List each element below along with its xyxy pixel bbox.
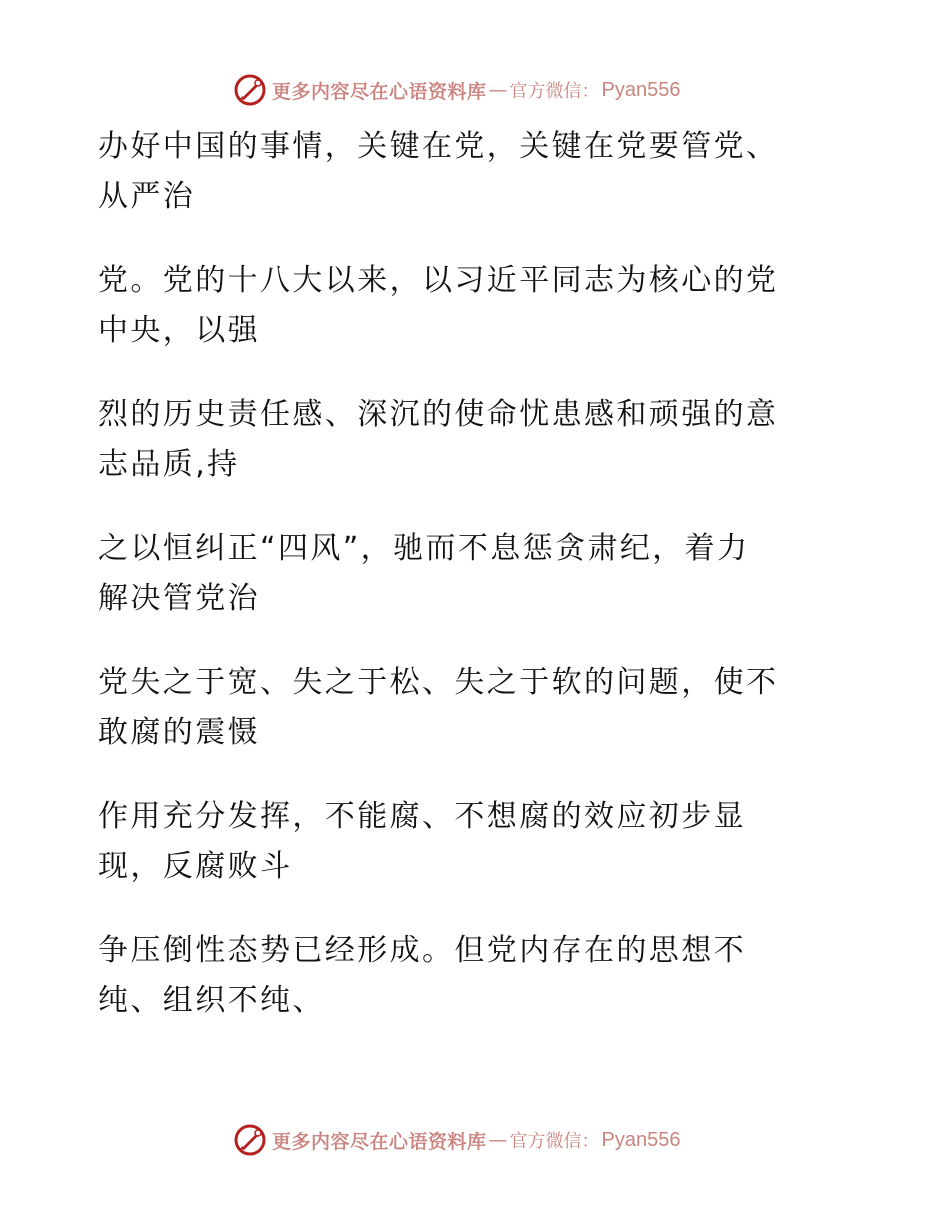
text-line: 之以恒纠正“四风”，驰而不息惩贪肃纪，着力: [98, 531, 750, 566]
text-line: 从严治: [98, 179, 196, 214]
watermark-contact-id: Pyan556: [601, 78, 681, 101]
text-line: 党。党的十八大以来，以习近平同志为核心的党: [98, 263, 779, 298]
quill-logo-icon: [232, 72, 268, 108]
text-line: 作用充分发挥，不能腐、不想腐的效应初步显: [98, 799, 746, 834]
text-line: 纯、组织不纯、: [98, 983, 325, 1018]
text-line: 敢腐的震慑: [98, 715, 260, 750]
text-line: 办好中国的事情，关键在党，关键在党要管党、: [98, 129, 779, 164]
document-body: [98, 122, 838, 1060]
watermark-dash: —: [488, 79, 508, 101]
watermark-contact-id: Pyan556: [601, 1128, 681, 1151]
header-watermark: [232, 70, 680, 110]
paragraph: [98, 390, 838, 490]
paragraph: [98, 792, 838, 892]
watermark-brand: 更多内容尽在心语资料库: [272, 80, 487, 103]
paragraph: [98, 926, 838, 1026]
text-line: 中央，以强: [98, 313, 260, 348]
paragraph: [98, 658, 838, 758]
text-line: 现，反腐败斗: [98, 849, 293, 884]
text-line: 烈的历史责任感、深沉的使命忧患感和顽强的意: [98, 397, 779, 432]
paragraph: [98, 256, 838, 356]
watermark-brand: 更多内容尽在心语资料库: [272, 1130, 487, 1153]
watermark-contact-label: 官方微信：: [509, 81, 600, 102]
text-line: 志品质,持: [98, 447, 240, 482]
text-line: 争压倒性态势已经形成。但党内存在的思想不: [98, 933, 746, 968]
watermark-dash: —: [488, 1129, 508, 1151]
paragraph: [98, 122, 838, 222]
text-line: 解决管党治: [98, 581, 260, 616]
watermark-contact-label: 官方微信：: [509, 1131, 600, 1152]
footer-watermark: [232, 1120, 680, 1160]
text-line: 党失之于宽、失之于松、失之于软的问题，使不: [98, 665, 779, 700]
paragraph: [98, 524, 838, 624]
quill-logo-icon: [232, 1122, 268, 1158]
